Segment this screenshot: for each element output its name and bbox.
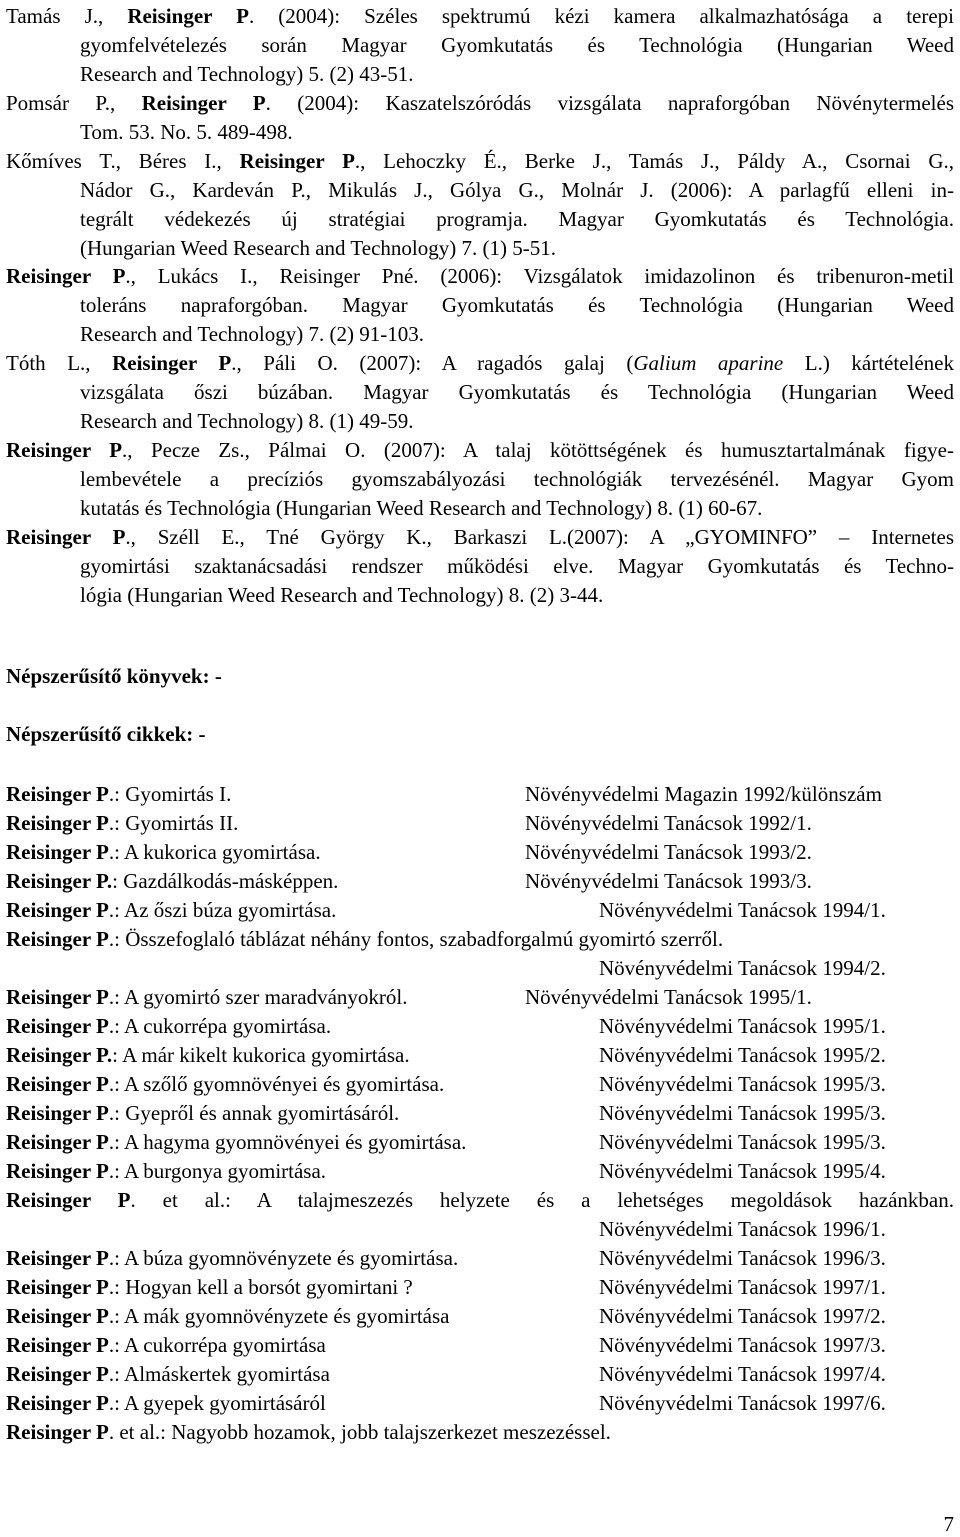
reference-line bbox=[6, 147, 954, 176]
reference-text: Tamás J., bbox=[6, 4, 128, 28]
article-row bbox=[6, 983, 954, 1012]
reference-text: ., Páli O. (2007): A ragadós galaj ( bbox=[231, 351, 634, 375]
article-separator: .: bbox=[108, 1159, 125, 1183]
article-source: Növényvédelmi Tanácsok 1995/2. bbox=[599, 1043, 886, 1067]
reference-line bbox=[6, 291, 954, 320]
article-title: Gyomirtás I. bbox=[125, 782, 232, 806]
author-highlight: Reisinger P bbox=[127, 4, 249, 28]
reference-line bbox=[6, 378, 954, 407]
article-title: Gyomirtás II. bbox=[125, 811, 239, 835]
reference-text: kutatás és Technológia (Hungarian Weed Research and Technology) 8. (1) 60-67. bbox=[80, 496, 763, 520]
article-row bbox=[6, 1389, 954, 1418]
article-separator: : bbox=[112, 869, 124, 893]
article-row bbox=[6, 1331, 954, 1360]
article-separator: .: bbox=[108, 840, 125, 864]
article-separator: .: bbox=[108, 927, 126, 951]
article-row bbox=[6, 809, 954, 838]
article-citation bbox=[6, 838, 321, 867]
article-citation bbox=[6, 867, 338, 896]
heading-popular-articles: Népszerűsítő cikkek: - bbox=[6, 722, 206, 746]
article-title: A gyomirtó szer maradványokról. bbox=[124, 985, 408, 1009]
author-highlight: Reisinger P bbox=[239, 149, 355, 173]
article-source: Növényvédelmi Tanácsok 1997/2. bbox=[599, 1304, 886, 1328]
article-row bbox=[6, 1302, 954, 1331]
article-title: Hogyan kell a borsót gyomirtani ? bbox=[125, 1275, 413, 1299]
article-source: Növényvédelmi Tanácsok 1997/4. bbox=[599, 1362, 886, 1386]
reference-line bbox=[6, 523, 954, 552]
article-row bbox=[6, 1128, 954, 1157]
article-separator: . et al.: bbox=[108, 1420, 172, 1444]
reference-line bbox=[6, 436, 954, 465]
article-citation bbox=[6, 1360, 330, 1389]
reference-line bbox=[6, 494, 954, 523]
article-source: Növényvédelmi Tanácsok 1995/3. bbox=[599, 1072, 886, 1096]
article-row bbox=[6, 838, 954, 867]
reference-entry bbox=[6, 349, 954, 436]
article-citation bbox=[6, 1331, 326, 1360]
article-row bbox=[6, 1099, 954, 1128]
article-title: A mák gyomnövényzete és gyomirtása bbox=[124, 1304, 450, 1328]
article-citation bbox=[6, 1418, 611, 1447]
article-citation bbox=[6, 1157, 326, 1186]
reference-line bbox=[6, 205, 954, 234]
author-highlight: Reisinger P bbox=[112, 351, 232, 375]
article-separator: .: bbox=[108, 1130, 125, 1154]
article-row bbox=[6, 1070, 954, 1099]
author-highlight: Reisinger P bbox=[6, 438, 123, 462]
article-source: Növényvédelmi Tanácsok 1993/3. bbox=[525, 869, 812, 893]
article-row bbox=[6, 780, 954, 809]
reference-entry bbox=[6, 2, 954, 89]
article-author: Reisinger P bbox=[6, 1391, 109, 1415]
article-title: A burgonya gyomirtása. bbox=[124, 1159, 327, 1183]
article-title: Gazdálkodás-másképpen. bbox=[123, 869, 339, 893]
article-separator: .: bbox=[108, 985, 125, 1009]
article-title: A szőlő gyomnövényei és gyomirtása. bbox=[124, 1072, 445, 1096]
article-source: Növényvédelmi Tanácsok 1996/3. bbox=[599, 1246, 886, 1270]
article-citation bbox=[6, 896, 336, 925]
reference-line bbox=[6, 118, 954, 147]
article-citation bbox=[6, 1070, 444, 1099]
article-separator: : bbox=[112, 1043, 123, 1067]
reference-line bbox=[6, 349, 954, 378]
article-separator: .: bbox=[108, 1391, 125, 1415]
article-title: Almáskertek gyomirtása bbox=[124, 1362, 330, 1386]
reference-text: Tóth L., bbox=[6, 351, 113, 375]
reference-entry bbox=[6, 89, 954, 147]
article-author: Reisinger P bbox=[6, 1072, 109, 1096]
reference-entry bbox=[6, 523, 954, 610]
reference-line bbox=[6, 176, 954, 205]
article-title: Összefoglaló táblázat néhány fontos, szabadforgalmú gyomirtó szerről. bbox=[125, 927, 724, 951]
article-citation bbox=[6, 809, 238, 838]
article-source: Növényvédelmi Tanácsok 1995/1. bbox=[525, 985, 812, 1009]
article-title: A gyepek gyomirtásáról bbox=[124, 1391, 326, 1415]
reference-text: ., Széll E., Tné György K., Barkaszi L.(2007): A „GYOMINFO” – Internetes bbox=[125, 525, 954, 549]
reference-text: toleráns napraforgóban. Magyar Gyomkutatás és Technológia (Hungarian Weed bbox=[80, 293, 954, 317]
article-source: Növényvédelmi Tanácsok 1993/2. bbox=[525, 840, 812, 864]
article-citation bbox=[6, 1302, 449, 1331]
reference-text: Nádor G., Kardeván P., Mikulás J., Gólya G., Molnár J. (2006): A parlagfű elleni in- bbox=[80, 178, 954, 202]
page-number: 7 bbox=[943, 1512, 954, 1536]
article-separator: .: bbox=[108, 1304, 125, 1328]
reference-text: tegrált védekezés új stratégiai programja. Magyar Gyomkutatás és Technológia. bbox=[80, 207, 954, 231]
article-author: Reisinger P. bbox=[6, 1043, 113, 1067]
article-author: Reisinger P bbox=[6, 1362, 109, 1386]
author-highlight: Reisinger P bbox=[6, 264, 126, 288]
article-separator: .: bbox=[108, 1101, 126, 1125]
article-author: Reisinger P bbox=[6, 1304, 109, 1328]
article-row bbox=[6, 925, 954, 954]
article-author: Reisinger P bbox=[6, 927, 109, 951]
article-author: Reisinger P bbox=[6, 1014, 109, 1038]
article-title: A hagyma gyomnövényei és gyomirtása. bbox=[124, 1130, 467, 1154]
article-row bbox=[6, 1244, 954, 1273]
reference-line bbox=[6, 31, 954, 60]
article-citation bbox=[6, 1099, 399, 1128]
article-source: Növényvédelmi Tanácsok 1997/1. bbox=[599, 1275, 886, 1299]
article-author: Reisinger P bbox=[6, 840, 109, 864]
article-row bbox=[6, 1186, 954, 1215]
reference-text: . (2004): Széles spektrumú kézi kamera alkalmazhatósága a terepi bbox=[248, 4, 954, 28]
article-row bbox=[6, 1041, 954, 1070]
reference-text: Pomsár P., bbox=[6, 91, 142, 115]
article-author: Reisinger P. bbox=[6, 869, 113, 893]
article-separator: .: bbox=[108, 1333, 125, 1357]
article-title: A cukorrépa gyomirtása. bbox=[124, 1014, 332, 1038]
reference-text: Research and Technology) 5. (2) 43-51. bbox=[80, 62, 414, 86]
author-highlight: Reisinger P bbox=[6, 525, 126, 549]
reference-text: ., Lukács I., Reisinger Pné. (2006): Vizsgálatok imidazolinon és tribenuron-metil bbox=[125, 264, 954, 288]
article-title: Nagyobb hozamok, jobb talajszerkezet meszezéssel. bbox=[171, 1420, 611, 1444]
article-separator: .: bbox=[108, 811, 126, 835]
article-citation bbox=[6, 1273, 413, 1302]
article-row bbox=[6, 896, 954, 925]
article-author: Reisinger P bbox=[6, 1275, 109, 1299]
article-citation bbox=[6, 1186, 954, 1215]
article-author: Reisinger P bbox=[6, 782, 109, 806]
article-author: Reisinger P bbox=[6, 1333, 109, 1357]
article-row-continuation bbox=[6, 1215, 954, 1244]
reference-text: L.) kártételének bbox=[783, 351, 954, 375]
reference-line bbox=[6, 89, 954, 118]
article-source: Növényvédelmi Tanácsok 1997/6. bbox=[599, 1391, 886, 1415]
article-source: Növényvédelmi Tanácsok 1994/2. bbox=[599, 956, 886, 980]
article-author: Reisinger P bbox=[6, 1130, 109, 1154]
reference-text: Research and Technology) 8. (1) 49-59. bbox=[80, 409, 414, 433]
article-title: A talajmeszezés helyzete és a lehetséges megoldások hazánkban. bbox=[256, 1188, 954, 1212]
article-author: Reisinger P bbox=[6, 1101, 109, 1125]
article-separator: .: bbox=[108, 1362, 125, 1386]
author-highlight: Reisinger P bbox=[141, 91, 266, 115]
article-author: Reisinger P bbox=[6, 811, 109, 835]
reference-text: . (2004): Kaszatelszóródás vizsgálata napraforgóban Növénytermelés bbox=[265, 91, 954, 115]
article-author: Reisinger P bbox=[6, 1188, 131, 1212]
article-citation bbox=[6, 1012, 331, 1041]
article-row bbox=[6, 1418, 954, 1447]
reference-line bbox=[6, 407, 954, 436]
reference-line bbox=[6, 60, 954, 89]
article-source: Növényvédelmi Tanácsok 1994/1. bbox=[599, 898, 886, 922]
article-source: Növényvédelmi Tanácsok 1995/1. bbox=[599, 1014, 886, 1038]
article-author: Reisinger P bbox=[6, 1246, 109, 1270]
reference-text: ., Pecze Zs., Pálmai O. (2007): A talaj kötöttségének és humusztartalmának figye- bbox=[122, 438, 954, 462]
article-separator: .: bbox=[108, 782, 126, 806]
article-title: A cukorrépa gyomirtása bbox=[124, 1333, 326, 1357]
article-author: Reisinger P bbox=[6, 1159, 109, 1183]
article-source: Növényvédelmi Tanácsok 1995/3. bbox=[599, 1101, 886, 1125]
reference-line bbox=[6, 552, 954, 581]
reference-text: Tom. 53. No. 5. 489-498. bbox=[80, 120, 293, 144]
article-source: Növényvédelmi Tanácsok 1995/4. bbox=[599, 1159, 886, 1183]
article-author: Reisinger P bbox=[6, 898, 109, 922]
reference-line bbox=[6, 465, 954, 494]
reference-text: gyomirtási szaktanácsadási rendszer működési elve. Magyar Gyomkutatás és Techno- bbox=[80, 554, 954, 578]
article-separator: . et al.: bbox=[130, 1188, 257, 1212]
article-source: Növényvédelmi Tanácsok 1992/1. bbox=[525, 811, 812, 835]
article-title: A már kikelt kukorica gyomirtása. bbox=[122, 1043, 410, 1067]
article-row bbox=[6, 867, 954, 896]
reference-entry bbox=[6, 147, 954, 263]
article-citation bbox=[6, 983, 407, 1012]
reference-text: (Hungarian Weed Research and Technology) 7. (1) 5-51. bbox=[80, 236, 556, 260]
reference-entry bbox=[6, 436, 954, 523]
reference-line bbox=[6, 581, 954, 610]
heading-popular-books: Népszerűsítő könyvek: - bbox=[6, 664, 222, 688]
species-name: Galium aparine bbox=[633, 351, 784, 375]
article-citation bbox=[6, 1389, 326, 1418]
article-author: Reisinger P bbox=[6, 985, 109, 1009]
article-title: Az őszi búza gyomirtása. bbox=[124, 898, 337, 922]
article-title: A búza gyomnövényzete és gyomirtása. bbox=[124, 1246, 459, 1270]
article-row bbox=[6, 1157, 954, 1186]
article-row bbox=[6, 1273, 954, 1302]
article-separator: .: bbox=[108, 898, 125, 922]
article-source: Növényvédelmi Tanácsok 1996/1. bbox=[599, 1217, 886, 1241]
reference-line bbox=[6, 2, 954, 31]
article-citation bbox=[6, 1128, 466, 1157]
article-source: Növényvédelmi Magazin 1992/különszám bbox=[525, 782, 882, 806]
reference-line bbox=[6, 320, 954, 349]
article-separator: .: bbox=[108, 1072, 125, 1096]
article-title: A kukorica gyomirtása. bbox=[124, 840, 321, 864]
reference-text: Kőmíves T., Béres I., bbox=[6, 149, 240, 173]
article-separator: .: bbox=[108, 1275, 126, 1299]
article-source: Növényvédelmi Tanácsok 1997/3. bbox=[599, 1333, 886, 1357]
article-title: Gyepről és annak gyomirtásáról. bbox=[125, 1101, 400, 1125]
reference-text: lógia (Hungarian Weed Research and Technology) 8. (2) 3-44. bbox=[80, 583, 604, 607]
reference-text: vizsgálata őszi búzában. Magyar Gyomkutatás és Technológia (Hungarian Weed bbox=[80, 380, 954, 404]
article-author: Reisinger P bbox=[6, 1420, 109, 1444]
article-citation bbox=[6, 1244, 458, 1273]
reference-text: ., Lehoczky É., Berke J., Tamás J., Páldy A., Csornai G., bbox=[354, 149, 954, 173]
article-row bbox=[6, 1012, 954, 1041]
reference-line bbox=[6, 262, 954, 291]
article-row-continuation bbox=[6, 954, 954, 983]
article-citation bbox=[6, 1041, 410, 1070]
article-separator: .: bbox=[108, 1014, 125, 1038]
reference-entry bbox=[6, 262, 954, 349]
article-separator: .: bbox=[108, 1246, 125, 1270]
article-citation bbox=[6, 780, 231, 809]
reference-text: lembevétele a precíziós gyomszabályozási technológiák tervezésénél. Magyar Gyom bbox=[80, 467, 954, 491]
article-row bbox=[6, 1360, 954, 1389]
article-citation bbox=[6, 925, 723, 954]
reference-text: Research and Technology) 7. (2) 91-103. bbox=[80, 322, 424, 346]
reference-text: gyomfelvételezés során Magyar Gyomkutatás és Technológia (Hungarian Weed bbox=[80, 33, 954, 57]
reference-line bbox=[6, 234, 954, 263]
article-source: Növényvédelmi Tanácsok 1995/3. bbox=[599, 1130, 886, 1154]
